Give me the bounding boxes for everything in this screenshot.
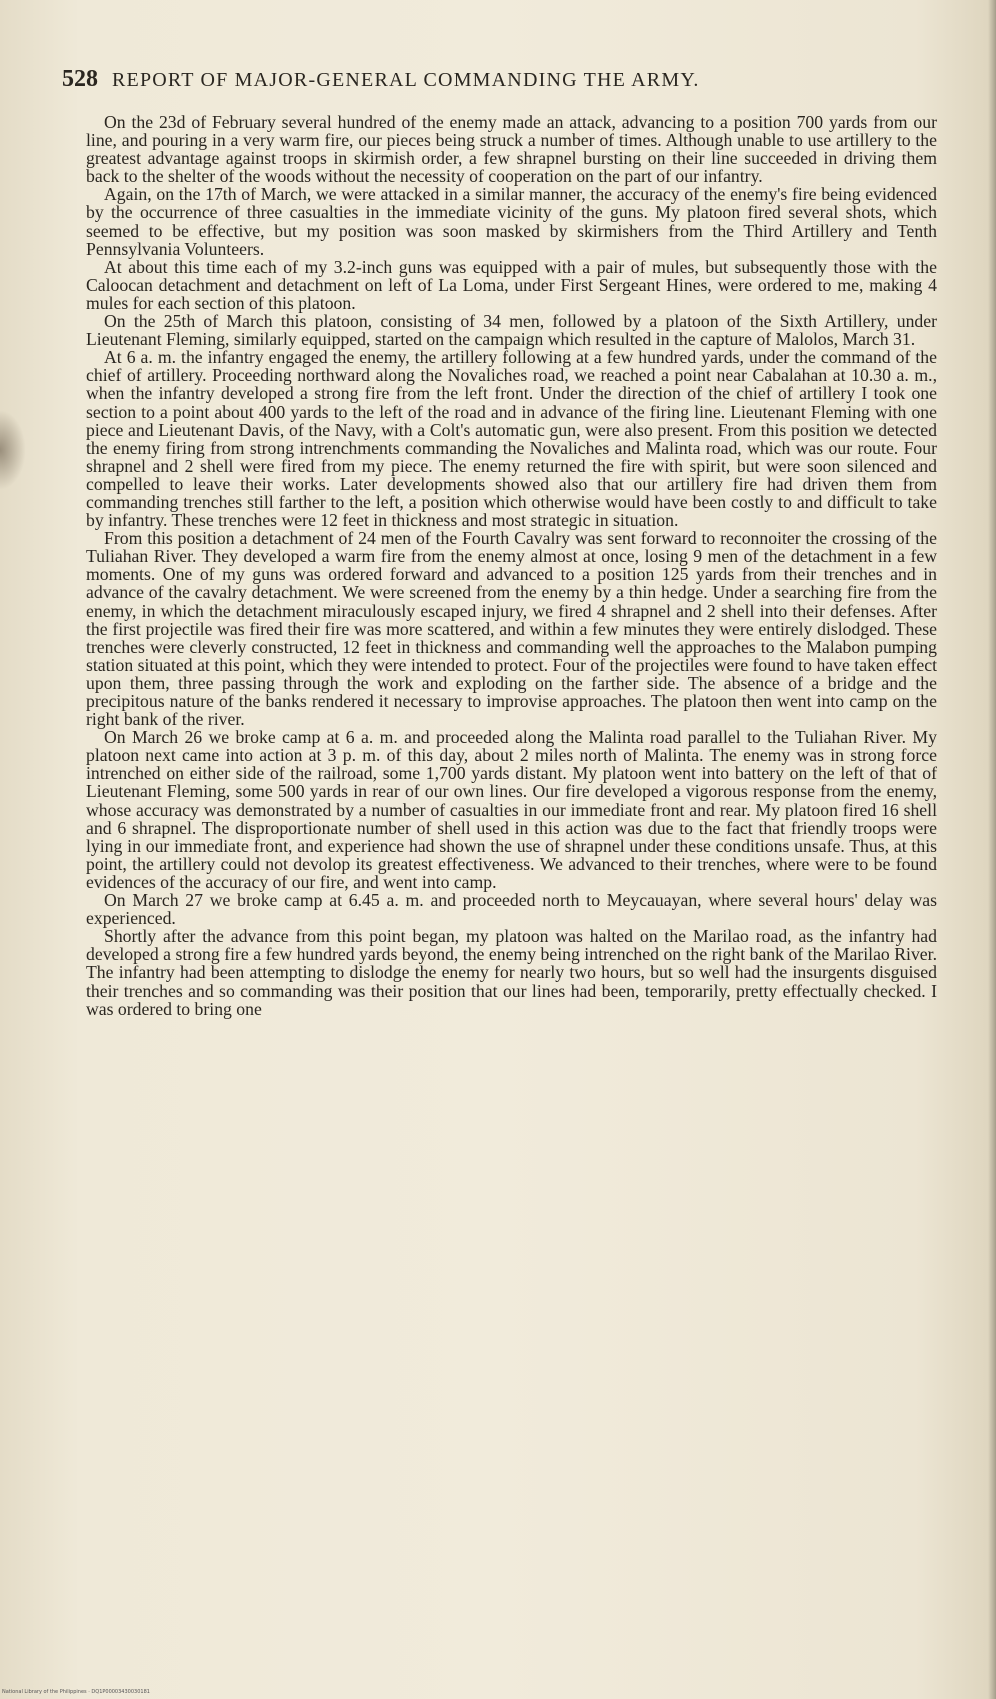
paragraph: On the 23d of February several hundred of the enemy made an attack, advancing to a position 700 yards from our line, and pouring in a very warm fire, our pieces being struck a number of times. Although unable to use artillery to the greatest advantage against troops in skirmish order, a few shrapnel bursting on their line succeeded in driving them back to the shelter of the woods without the necessity of cooperation on the part of our infantry.: [86, 112, 937, 187]
running-header: [62, 66, 942, 93]
paragraph: On the 25th of March this platoon, consisting of 34 men, followed by a platoon of the Sixth Artillery, under Lieutenant Fleming, similarly equipped, started on the campaign which resulted in the capture of Malolos, March 31.: [86, 311, 937, 350]
page-header-title: REPORT OF MAJOR-GENERAL COMMANDING THE ARMY.: [112, 69, 700, 91]
paragraph: On March 26 we broke camp at 6 a. m. and proceeded along the Malinta road parallel to the Tuliahan River. My platoon next came into action at 3 p. m. of this day, about 2 miles north of Malinta. The enemy was in strong force intrenched on either side of the railroad, some 1,700 yards distant. My platoon went into battery on the left of that of Lieutenant Fleming, some 500 yards in rear of our own lines. Our fire developed a vigorous response from the enemy, whose accuracy was demonstrated by a number of casualties in our immediate front and rear. My platoon fired 16 shell and 6 shrapnel. The disproportionate number of shell used in this action was due to the fact that friendly troops were lying in our immediate front, and experience had shown the use of shrapnel under these conditions unsafe. Thus, at this point, the artillery could not devolop its greatest effectiveness. We advanced to their trenches, where were to be found evidences of the accuracy of our fire, and went into camp.: [86, 727, 937, 892]
paragraph: From this position a detachment of 24 men of the Fourth Cavalry was sent forward to reconnoiter the crossing of the Tuliahan River. They developed a warm fire from the enemy almost at once, losing 9 men of the detachment in a few moments. One of my guns was ordered forward and advanced to a position 125 yards from their trenches and in advance of the cavalry detachment. We were screened from the enemy by a thin hedge. Under a searching fire from the enemy, in which the detachment miraculously escaped injury, we fired 4 shrapnel and 2 shell into their defenses. After the first projectile was fired their fire was more scattered, and within a few minutes they were entirely dislodged. These trenches were cleverly constructed, 12 feet in thickness and commanding well the approaches to the Malabon pumping station situated at this point, which they were intended to protect. Four of the projectiles were found to have taken effect upon them, three passing through the work and exploding on the farther side. The absence of a bridge and the precipitous nature of the banks rendered it necessary to improvise approaches. The platoon then went into camp on the right bank of the river.: [86, 528, 937, 730]
scan-footer-label: National Library of the Philippines · DQ1P00003430030181: [2, 1689, 150, 1695]
paragraph: On March 27 we broke camp at 6.45 a. m. and proceeded north to Meycauayan, where several hours' delay was experienced.: [86, 890, 937, 929]
paragraph: Again, on the 17th of March, we were attacked in a similar manner, the accuracy of the enemy's fire being evidenced by the occurrence of three casualties in the immediate vicinity of the guns. My platoon fired several shots, which seemed to be effective, but my position was soon masked by skirmishers from the Third Artillery and Tenth Pennsylvania Volunteers.: [86, 184, 937, 259]
page-number: 528: [62, 66, 98, 92]
paragraph: At 6 a. m. the infantry engaged the enemy, the artillery following at a few hundred yards, under the command of the chief of artillery. Proceeding northward along the Novaliches road, we reached a point near Cabalahan at 10.30 a. m., when the infantry developed a strong fire from the left front. Under the direction of the chief of artillery I took one section to a point about 400 yards to the left of the road and in advance of the firing line. Lieutenant Fleming with one piece and Lieutenant Davis, of the Navy, with a Colt's automatic gun, were also present. From this position we detected the enemy firing from strong intrenchments commanding the Novaliches and Malinta road, which was our route. Four shrapnel and 2 shell were fired from my piece. The enemy returned the fire with spirit, but were soon silenced and compelled to leave their works. Later developments showed also that our artillery fire had driven them from commanding trenches still farther to the left, a position which otherwise would have been costly to and difficult to take by infantry. These trenches were 12 feet in thickness and most strategic in situation.: [86, 347, 937, 531]
report-body: [86, 113, 937, 1018]
paragraph: Shortly after the advance from this point began, my platoon was halted on the Marilao road, as the infantry had developed a strong fire a few hundred yards beyond, the enemy being intrenched on the right bank of the Marilao River. The infantry had been attempting to dislodge the enemy for nearly two hours, but so well had the insurgents disguised their trenches and so commanding was their position that our lines had been, temporarily, pretty effectually checked. I was ordered to bring one: [86, 926, 937, 1019]
page-edge-shadow: [0, 410, 26, 490]
paragraph: At about this time each of my 3.2-inch guns was equipped with a pair of mules, but subsequently those with the Caloocan detachment and detachment on left of La Loma, under First Sergeant Hines, were ordered to me, making 4 mules for each section of this platoon.: [86, 256, 937, 313]
page-edge-shadow-right: [988, 0, 996, 1699]
